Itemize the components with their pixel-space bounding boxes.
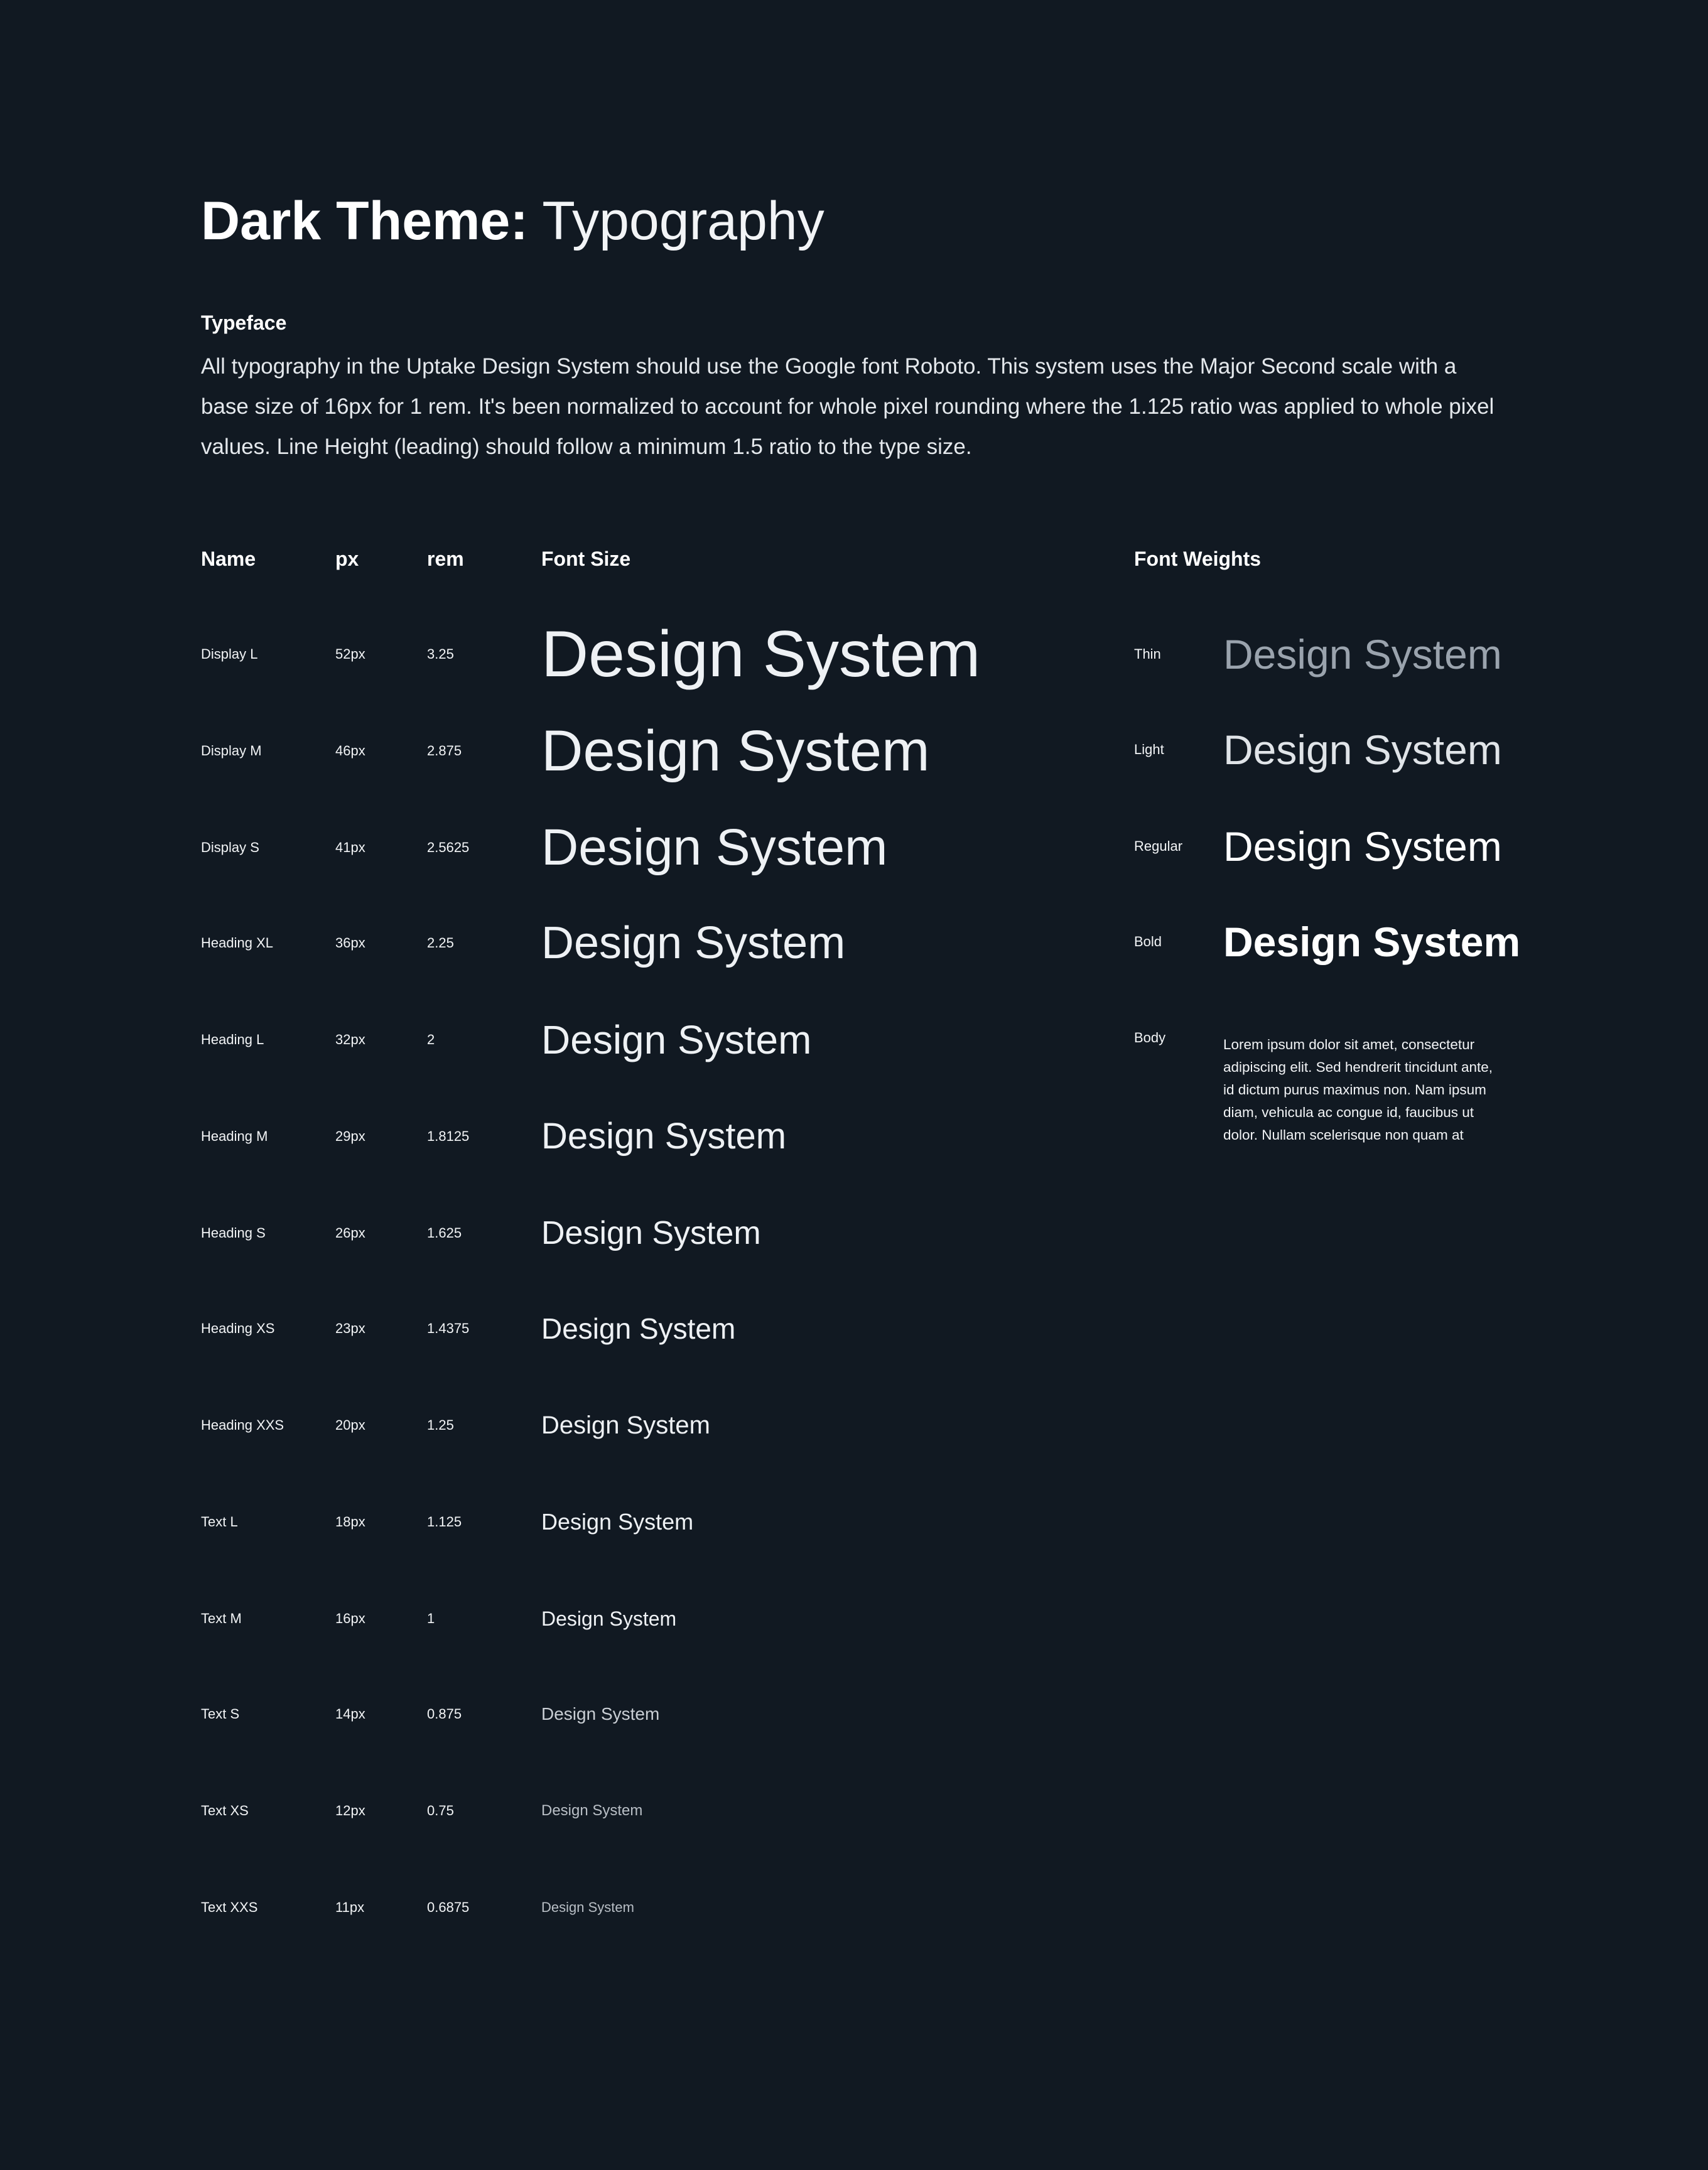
page-title-theme: Dark Theme: [201, 191, 528, 251]
scale-sample: Design System [541, 1412, 710, 1439]
scale-rem: 2.5625 [427, 839, 470, 855]
scale-px: 12px [335, 1803, 365, 1818]
scale-row-text-s [201, 1666, 1080, 1762]
scale-px: 52px [335, 646, 365, 662]
column-header-px: px [335, 548, 359, 570]
scale-sample: Design System [541, 1509, 694, 1535]
scale-name: Text L [201, 1514, 238, 1530]
scale-name: Heading L [201, 1032, 264, 1047]
page-title [201, 188, 1507, 254]
column-header-font-weights: Font Weights [1134, 548, 1262, 570]
scale-px: 46px [335, 743, 365, 758]
scale-name: Display S [201, 839, 259, 855]
scale-sample: Design System [541, 918, 846, 968]
scale-px: 11px [335, 1899, 365, 1915]
scale-sample: Design System [541, 1116, 787, 1157]
column-header-rem: rem [427, 548, 464, 570]
scale-name: Heading XL [201, 935, 273, 951]
scale-rem: 2 [427, 1032, 435, 1047]
weight-label: Light [1134, 742, 1164, 757]
scale-px: 29px [335, 1128, 365, 1144]
scale-rem: 1 [427, 1611, 435, 1626]
scale-name: Text M [201, 1611, 242, 1626]
scale-px: 14px [335, 1706, 365, 1722]
scale-row-text-xs [201, 1762, 1080, 1859]
typeface-description: All typography in the Uptake Design System should use the Google font Roboto. This system uses the Major Second scale with a base size of 16px for 1 rem. It's been normalized to account for whole pixel rounding where the 1.125 ratio was applied to whole pixel values. Line Height (leading) should follow a minimum 1.5 ratio to the type size. [201, 354, 1494, 459]
weight-sample: Design System [1223, 726, 1502, 773]
scale-px: 32px [335, 1032, 365, 1047]
scale-px: 18px [335, 1514, 365, 1530]
scale-px: 26px [335, 1225, 365, 1241]
scale-rem: 2.25 [427, 935, 454, 951]
weight-label: Bold [1134, 934, 1162, 949]
scale-name: Display L [201, 646, 258, 662]
scale-name: Heading S [201, 1225, 266, 1241]
scale-sample: Design System [541, 1215, 761, 1251]
scale-name: Heading XS [201, 1320, 275, 1336]
page-title-topic: Typography [542, 191, 824, 251]
scale-rem: 1.8125 [427, 1128, 470, 1144]
scale-px: 20px [335, 1417, 365, 1433]
scale-rem: 1.4375 [427, 1320, 470, 1336]
scale-sample: Design System [541, 618, 981, 691]
scale-row-heading-xs [201, 1280, 1080, 1377]
scale-rem: 0.875 [427, 1706, 462, 1722]
scale-rem: 0.6875 [427, 1899, 470, 1915]
scale-sample: Design System [541, 1607, 677, 1630]
scale-rem: 3.25 [427, 646, 454, 662]
scale-row-heading-l [201, 991, 1080, 1088]
typeface-heading: Typeface [201, 311, 287, 334]
scale-row-text-m [201, 1570, 1080, 1667]
weight-row-thin [1134, 606, 1507, 703]
scale-px: 16px [335, 1611, 365, 1626]
weight-row-light [1134, 701, 1507, 798]
scale-row-heading-xxs [201, 1377, 1080, 1474]
scale-name: Text XXS [201, 1899, 258, 1915]
weight-sample: Design System [1223, 919, 1521, 965]
scale-sample: Design System [541, 1704, 660, 1724]
scale-rem: 0.75 [427, 1803, 454, 1818]
scale-name: Text XS [201, 1803, 249, 1818]
scale-name: Display M [201, 743, 262, 758]
weight-label: Thin [1134, 646, 1161, 662]
column-header-font-size: Font Size [541, 548, 631, 570]
scale-row-text-xxs [201, 1859, 1080, 1956]
scale-row-display-m [201, 703, 1080, 799]
scale-sample: Design System [541, 1017, 812, 1062]
typography-page [201, 188, 1521, 1915]
scale-px: 41px [335, 839, 365, 855]
scale-name: Heading M [201, 1128, 268, 1144]
weight-sample: Design System [1223, 631, 1502, 677]
weight-sample: Design System [1223, 823, 1502, 870]
scale-sample: Design System [541, 1312, 736, 1345]
scale-row-display-s [201, 799, 1080, 896]
scale-rem: 1.625 [427, 1225, 462, 1241]
column-header-name: Name [201, 548, 256, 570]
scale-rem: 1.125 [427, 1514, 462, 1530]
scale-sample: Design System [541, 1899, 634, 1915]
scale-sample: Design System [541, 819, 888, 876]
scale-rem: 2.875 [427, 743, 462, 758]
scale-rem: 1.25 [427, 1417, 454, 1433]
scale-row-heading-m [201, 1088, 1080, 1185]
scale-row-display-l [201, 606, 1080, 703]
weight-label: Regular [1134, 838, 1183, 854]
scale-row-heading-s [201, 1185, 1080, 1282]
weight-row-bold [1134, 893, 1521, 990]
scale-name: Text S [201, 1706, 240, 1722]
scale-name: Heading XXS [201, 1417, 284, 1433]
body-sample-text: Lorem ipsum dolor sit amet, consectetur adipiscing elit. Sed hendrerit tincidunt ante, id dictum purus maximus non. Nam ipsum diam, vehicula ac congue id, faucibus ut dolor. Nullam scelerisque non quam at [1223, 1037, 1493, 1143]
scale-row-text-l [201, 1474, 1080, 1570]
scale-sample: Design System [541, 1802, 643, 1819]
body-label: Body [1134, 1030, 1166, 1045]
scale-sample: Design System [541, 719, 930, 783]
scale-px: 23px [335, 1320, 365, 1336]
scale-row-heading-xl [201, 895, 1080, 991]
scale-px: 36px [335, 935, 365, 951]
weight-row-regular [1134, 798, 1507, 895]
